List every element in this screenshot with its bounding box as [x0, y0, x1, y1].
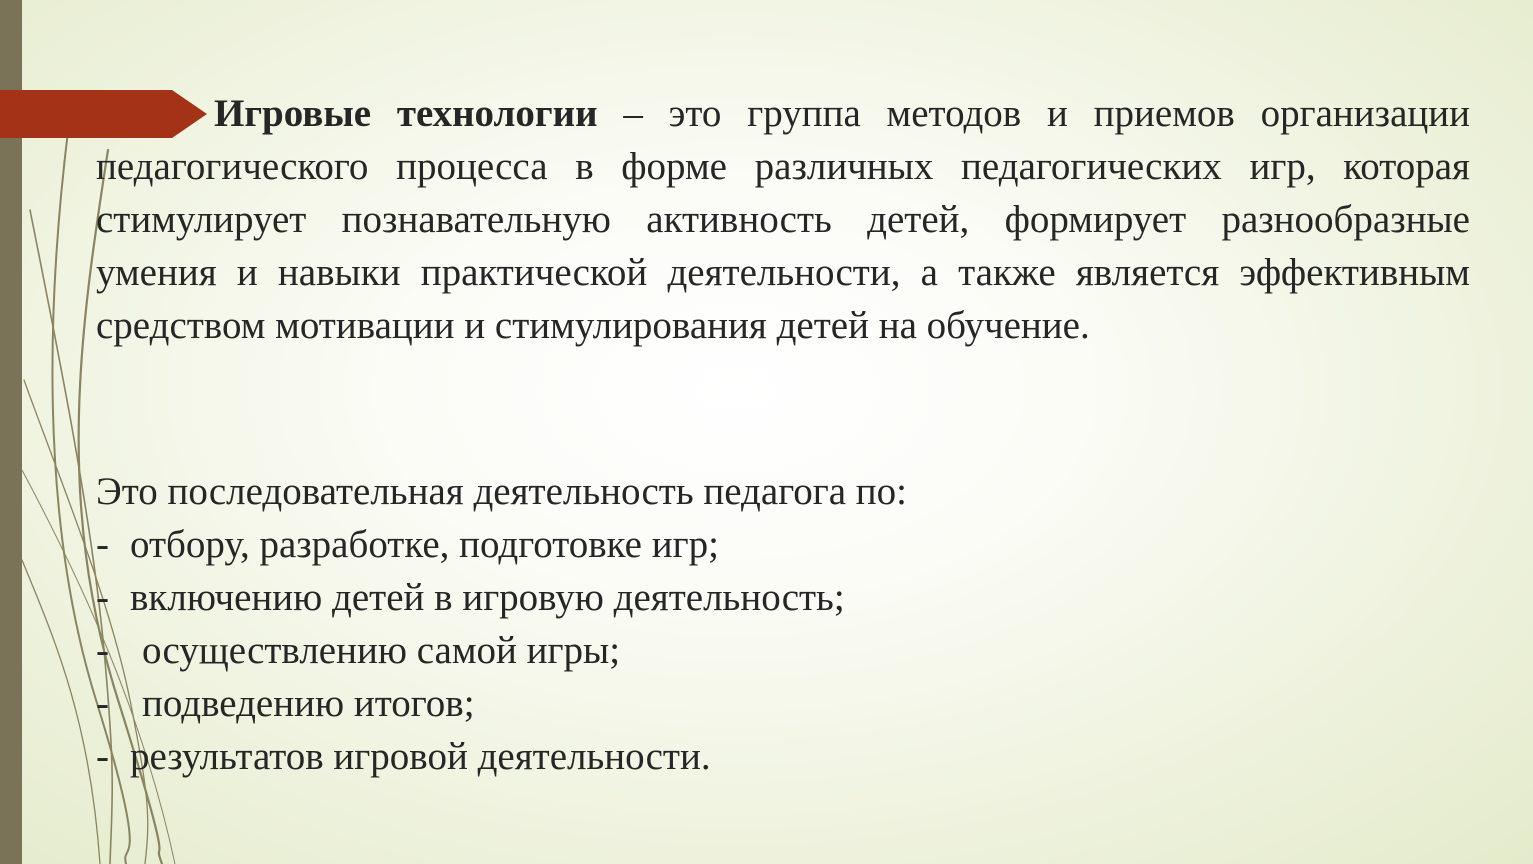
list-dash: -: [96, 629, 109, 672]
list-item: [96, 624, 1470, 677]
definition-body: – это группа методов и приемов организации педагогического процесса в форме различных педагогических игр, которая стимулирует познавательную активность детей, формирует разнообразные умения и навыки практической деятельности, а также является эффективным средством мотивации и стимулирования детей на обучение.: [96, 92, 1470, 347]
list-item-text: отбору, разработке, подготовке игр;: [130, 523, 719, 566]
list-dash: -: [96, 682, 109, 725]
list-item: [96, 518, 1470, 571]
list-item-text: результатов игровой деятельности.: [130, 735, 711, 778]
list-item: [96, 730, 1470, 783]
list-item-text: включению детей в игровую деятельность;: [130, 576, 845, 619]
definition-term: Игровые технологии: [214, 92, 598, 135]
list-dash: -: [96, 576, 109, 619]
definition-paragraph: [96, 87, 1470, 352]
list-item: [96, 677, 1470, 730]
list-item-text: осуществлению самой игры;: [142, 629, 621, 672]
list-dash: -: [96, 523, 109, 566]
list-item: [96, 571, 1470, 624]
activity-intro: Это последовательная деятельность педагога по:: [96, 470, 907, 513]
left-accent-bar: [0, 0, 22, 864]
activity-list: [96, 465, 1470, 783]
list-dash: -: [96, 735, 109, 778]
list-item-text: подведению итогов;: [142, 682, 475, 725]
